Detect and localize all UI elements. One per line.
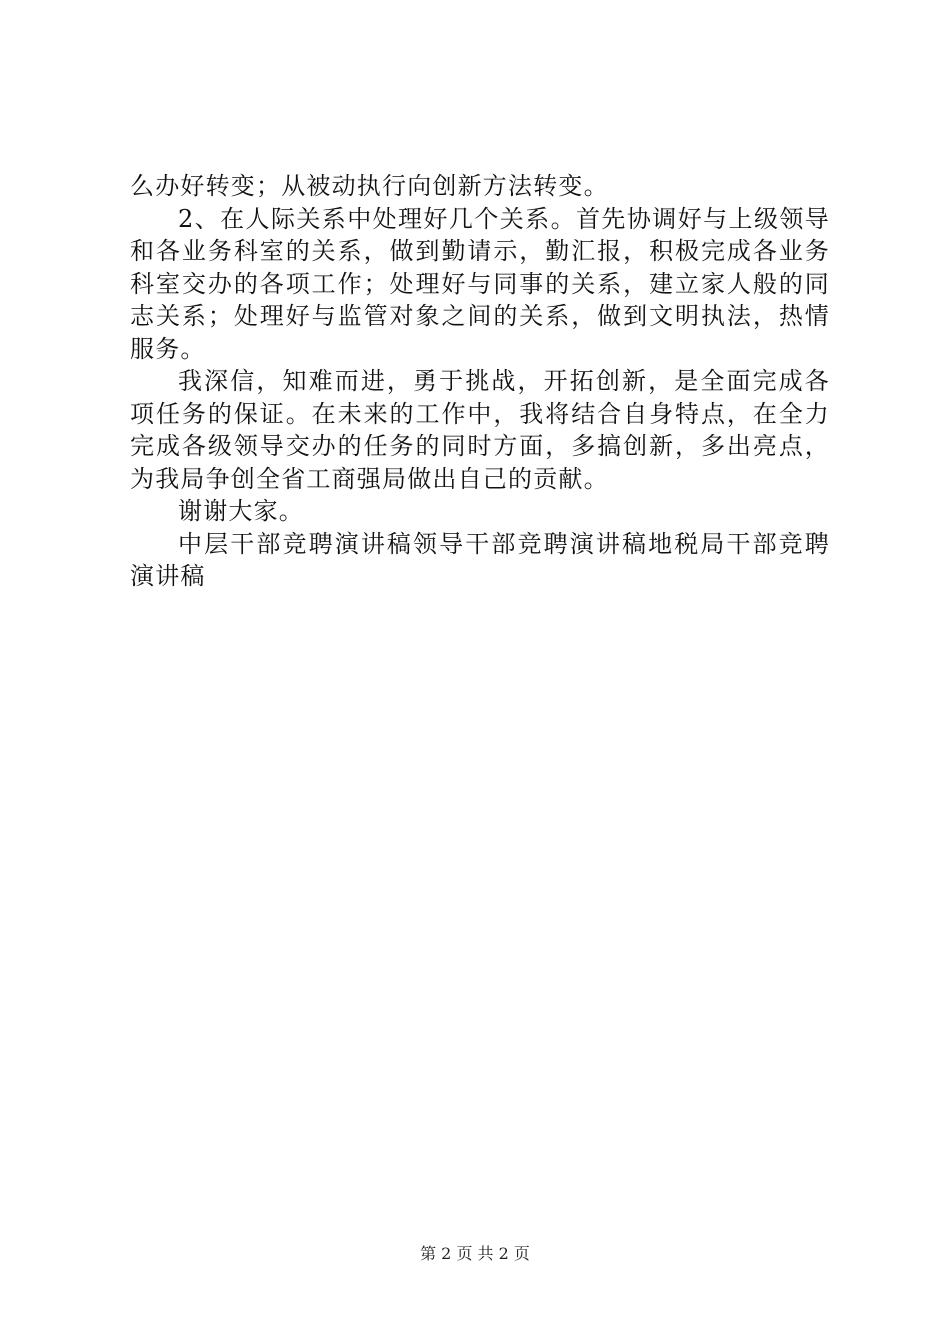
document-body [130,170,830,593]
paragraph-relationships: 2、在人际关系中处理好几个关系。首先协调好与上级领导和各业务科室的关系，做到勤请示，勤汇报，积极完成各业务科室交办的各项工作；处理好与同事的关系，建立家人般的同志关系；处理好与监管对象之间的关系，做到文明执法，热情服务。 [130,204,830,363]
page-number: 第 2 页 共 2 页 [420,1244,530,1263]
page-footer [0,1244,950,1264]
paragraph-thanks: 谢谢大家。 [178,497,304,525]
paragraph-continuation: 么办好转变；从被动执行向创新方法转变。 [130,172,609,200]
paragraph-keywords: 中层干部竞聘演讲稿领导干部竞聘演讲稿地税局干部竞聘演讲稿 [130,529,830,590]
paragraph-commitment: 我深信，知难而进，勇于挑战，开拓创新，是全面完成各项任务的保证。在未来的工作中，我将结合自身特点，在全力完成各级领导交办的任务的同时方面，多搞创新，多出亮点，为我局争创全省工商强局做出自己的贡献。 [130,367,830,493]
